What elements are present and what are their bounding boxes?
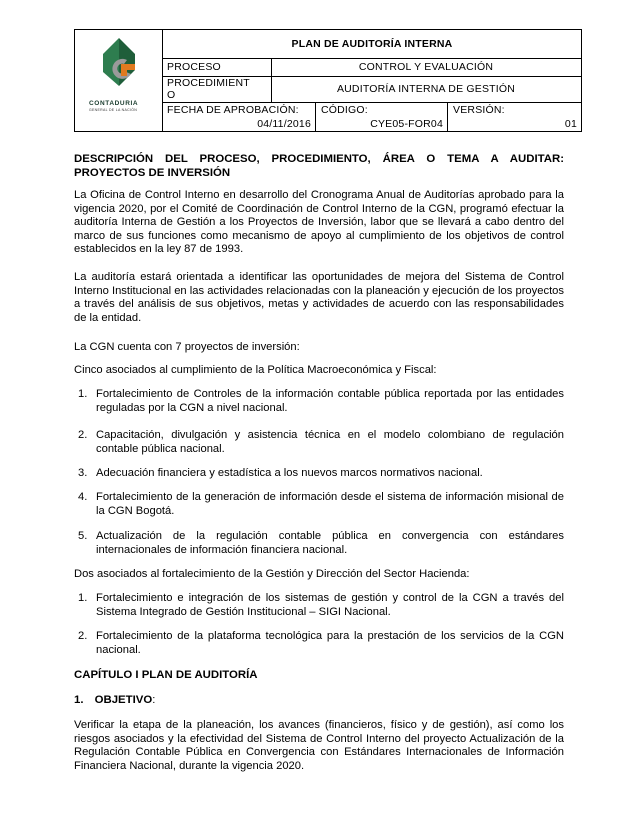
version-value: 01 [564, 118, 577, 130]
codigo-value: CYE05-FOR04 [370, 118, 443, 130]
objetivo-colon: : [152, 694, 156, 706]
objetivo-heading-row [74, 694, 564, 708]
paragraph-group-2: Dos asociados al fortalecimiento de la Gestión y Dirección del Sector Hacienda: [74, 568, 470, 580]
document-header-table [74, 29, 582, 132]
proceso-value: CONTROL Y EVALUACIÓN [358, 61, 494, 73]
list-item-text: Fortalecimiento de la generación de información desde el sistema de información misional de la CGN Bogotá. [96, 491, 564, 517]
divider [315, 103, 316, 131]
procedimiento-label [167, 77, 250, 101]
list-item-number: 2. [78, 630, 88, 642]
document-title: PLAN DE AUDITORÍA INTERNA [291, 38, 453, 50]
paragraph-scope: La auditoría estará orientada a identificar las oportunidades de mejora del Sistema de Control Interno Institucional en las actividades relacionadas con la planeación y ejecución de los proyectos a través del análisis de sus objetivos, metas y actividades de acuerdo con las responsabilidades de la entidad. [74, 271, 564, 324]
procedimiento-value: AUDITORÍA INTERNA DE GESTIÓN [336, 83, 516, 95]
procedimiento-label-line-1: PROCEDIMIENT [167, 77, 250, 89]
objetivo-text: Verificar la etapa de la planeación, los avances (financieros, físico y de gestión), así como los riesgos asociados y la efectividad del Sistema de Control Interno del proyecto Actualización de la Regulación Contable Pública en Convergencia con Estándares Internacionales de Información Financiera Nacional, durante la vigencia 2020. [74, 719, 564, 772]
objetivo-heading: OBJETIVO [94, 694, 153, 706]
paragraph-group-1: Cinco asociados al cumplimiento de la Política Macroeconómica y Fiscal: [74, 364, 437, 376]
objetivo-number: 1. [74, 694, 84, 706]
section-heading: DESCRIPCIÓN DEL PROCESO, PROCEDIMIENTO, ÁREA O TEMA A AUDITAR: PROYECTOS DE INVERSIÓN [74, 153, 564, 179]
list-item-text: Fortalecimiento de la plataforma tecnológica para la prestación de los servicios de la CGN nacional. [96, 630, 564, 656]
fecha-label: FECHA DE APROBACIÓN: [167, 104, 299, 116]
list-item-number: 5. [78, 530, 88, 542]
list-item [74, 592, 564, 622]
logo-cell [75, 30, 163, 131]
list-item [74, 530, 564, 560]
list-item [74, 429, 564, 459]
fecha-value: 04/11/2016 [257, 118, 311, 130]
list-item-text: Fortalecimiento e integración de los sistemas de gestión y control de la CGN a través del Sistema Integrado de Gestión Institucional – SIGI Nacional. [96, 592, 564, 618]
list-item [74, 491, 564, 521]
list-item-number: 1. [78, 388, 88, 400]
list-item-number: 2. [78, 429, 88, 441]
divider [163, 58, 581, 59]
divider [163, 102, 581, 103]
chapter-heading: CAPÍTULO I PLAN DE AUDITORÍA [74, 669, 258, 681]
proceso-label: PROCESO [167, 61, 221, 73]
procedimiento-label-line-2: O [167, 89, 176, 101]
version-label: VERSIÓN: [453, 104, 505, 116]
list-item [74, 388, 564, 418]
codigo-label: CÓDIGO: [321, 104, 368, 116]
list-item-text: Fortalecimiento de Controles de la información contable pública reportada por las entidades reguladas por la CGN a nivel nacional. [96, 388, 564, 414]
list-item [74, 467, 564, 483]
list-item [74, 630, 564, 660]
contaduria-logo-icon [75, 30, 163, 100]
list-item-text: Capacitación, divulgación y asistencia técnica en el modelo colombiano de regulación contable pública nacional. [96, 429, 564, 455]
paragraph-intro: La Oficina de Control Interno en desarrollo del Cronograma Anual de Auditorías aprobado para la vigencia 2020, por el Comité de Coordinación de Control Interno de la CGN, programó efectuar la auditoría Interna de Gestión a los Proyectos de Inversión, labor que se llevará a cabo dentro del marco de sus funciones como mecanismo de apoyo al cumplimiento de los objetivos de control establecidos en la ley 87 de 1993. [74, 189, 564, 256]
list-item-text: Actualización de la regulación contable pública en convergencia con estándares internacionales de información financiera nacional. [96, 530, 564, 556]
divider [447, 103, 448, 131]
paragraph-projects-count: La CGN cuenta con 7 proyectos de inversión: [74, 341, 300, 353]
list-item-number: 3. [78, 467, 88, 479]
logo-text: CONTADURIA [89, 100, 139, 107]
list-item-text: Adecuación financiera y estadística a los nuevos marcos normativos nacional. [96, 467, 483, 479]
list-item-number: 1. [78, 592, 88, 604]
list-item-number: 4. [78, 491, 88, 503]
logo-subtext: GENERAL DE LA NACIÓN [89, 108, 138, 112]
